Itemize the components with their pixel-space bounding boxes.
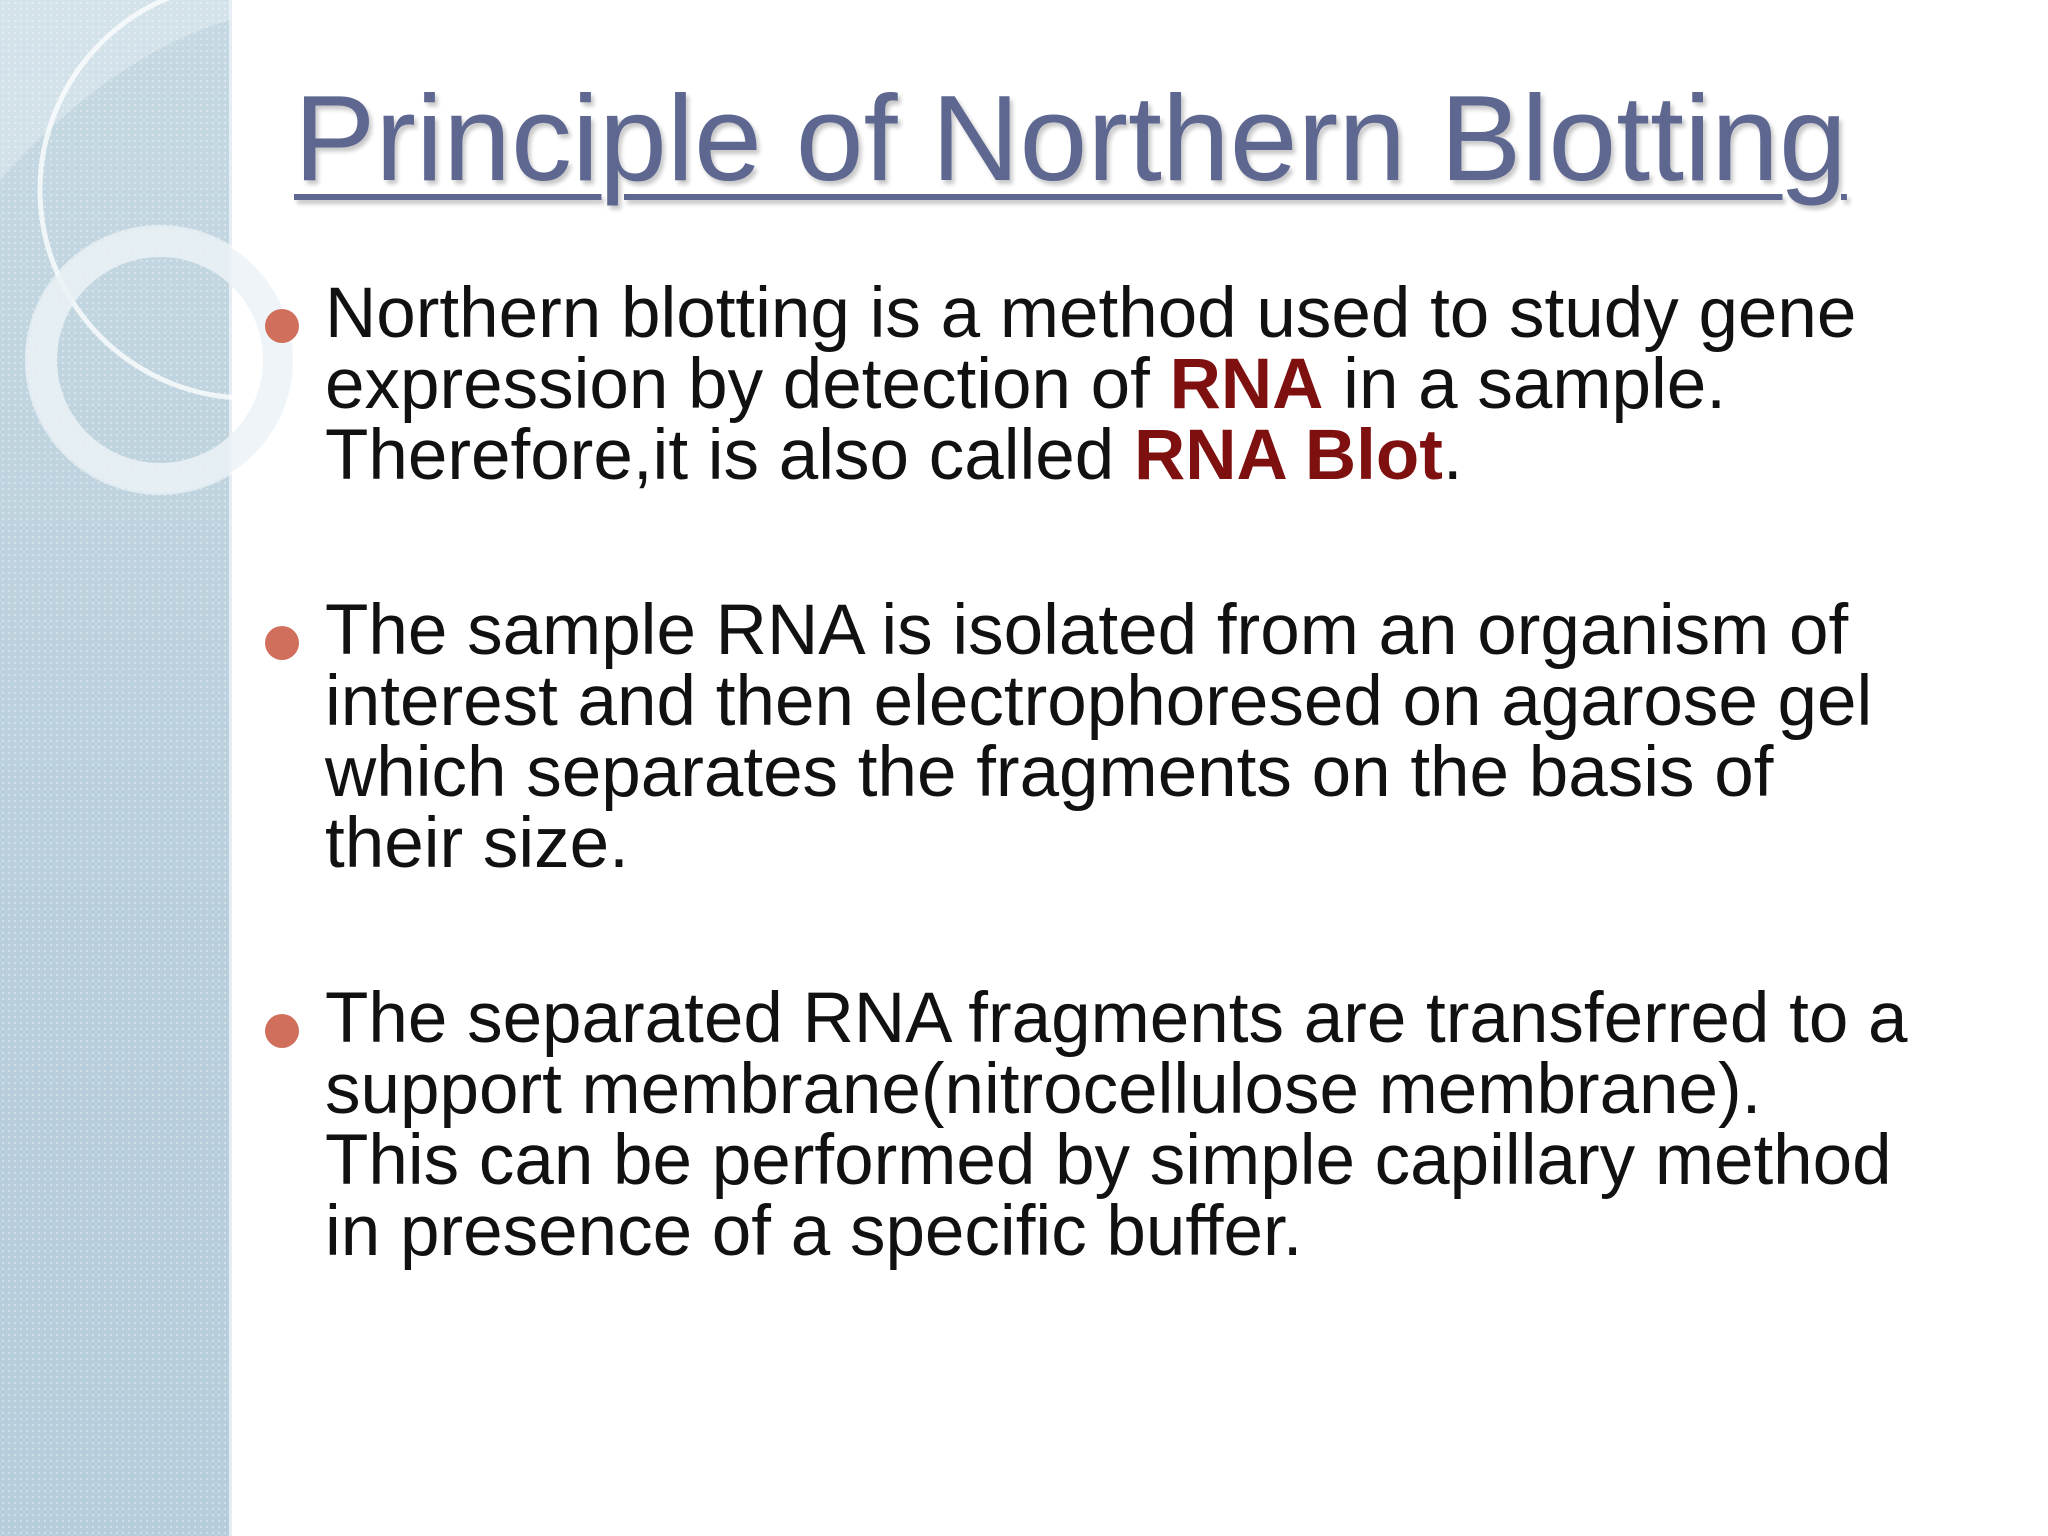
bullet-dot-icon xyxy=(265,626,299,660)
bullet-text: expression by detection of xyxy=(325,345,1170,424)
bullet-text: Therefore,it is also called xyxy=(325,416,1134,495)
bullet-line xyxy=(325,345,2002,424)
highlight-rna: RNA xyxy=(1169,345,1324,424)
bullet-item xyxy=(262,591,2002,883)
bullet-line: their size. xyxy=(325,804,629,883)
bullet-line: The sample RNA is isolated from an organism of xyxy=(325,591,1849,670)
bullet-dot-icon xyxy=(265,1014,299,1048)
bullet-line xyxy=(325,274,2002,353)
bullet-line: This can be performed by simple capillary method xyxy=(325,1121,1892,1200)
bullet-text: in a sample. xyxy=(1323,345,1726,424)
bullet-line: in presence of a specific buffer. xyxy=(325,1192,1303,1271)
bullet-line: The separated RNA fragments are transferred to a xyxy=(325,979,1908,1058)
bullet-text: . xyxy=(1442,416,1463,495)
bullet-item xyxy=(262,274,2002,495)
highlight-rna-blot: RNA Blot xyxy=(1133,416,1443,495)
bullet-line: which separates the fragments on the basis of xyxy=(325,733,1774,812)
bullet-dot-icon xyxy=(265,309,299,343)
bullet-list xyxy=(262,274,2002,1271)
bullet-text: Northern blotting is a method used to study gene xyxy=(325,274,1857,353)
slide-title: Principle of Northern Blotting xyxy=(294,70,1847,206)
bullet-line xyxy=(325,416,2002,495)
bullet-item xyxy=(262,979,2002,1271)
bullet-line: interest and then electrophoresed on agarose gel xyxy=(325,662,1873,741)
bullet-line: support membrane(nitrocellulose membrane). xyxy=(325,1050,1762,1129)
